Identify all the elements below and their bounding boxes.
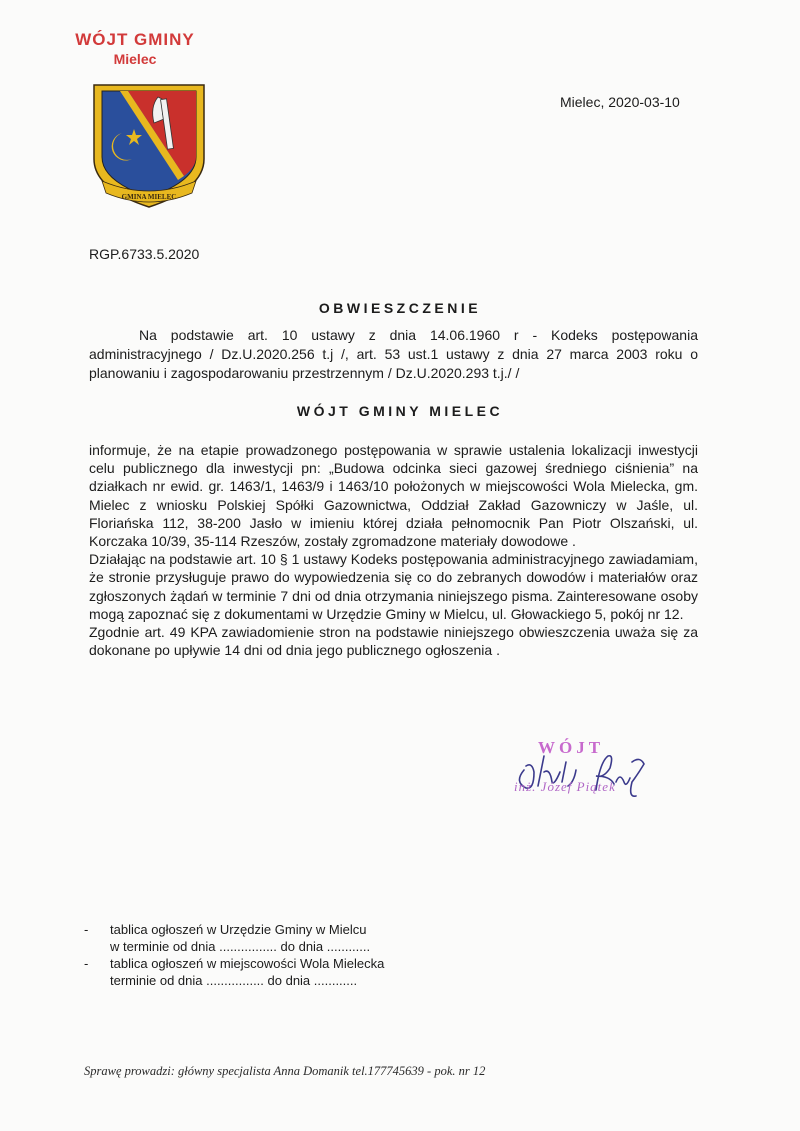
- stamp-title: WÓJT: [538, 738, 605, 757]
- issuing-authority: WÓJT GMINY MIELEC: [296, 403, 504, 419]
- posting-period: terminie od dnia ................ do dnia ............: [110, 973, 358, 988]
- posting-period: w terminie od dnia ................ do dnia ............: [110, 939, 371, 954]
- case-officer-footer: Sprawę prowadzi: główny specjalista Anna Domanik tel.177745639 - pok. nr 12: [84, 1064, 486, 1078]
- list-item: [84, 921, 484, 955]
- coat-of-arms-icon: [88, 77, 210, 212]
- posting-location: tablica ogłoszeń w Urzędzie Gminy w Mielcu: [110, 922, 367, 937]
- list-bullet: -: [84, 956, 89, 971]
- notice-paragraph: informuje, że na etapie prowadzonego postępowania w sprawie ustalenia lokalizacji inwestycji celu publicznego dla inwestycji pn: „Budowa odcinka sieci gazowej średniego ciśnienia” na działkach nr ewid. gr. 1463/1, 1463/9 i 1463/10 położonych w miejscowości Wola Mielecka, gm. Mielec z wniosku Polskiej Spółki Gazownictwa, Oddział Zakład Gazowniczy w Jaśle, ul. Floriańska 112, 38-200 Jasło w imieniu której działa pełnomocnik Pan Piotr Olszański, ul. Korczaka 10/39, 35-114 Rzeszów, zostały zgromadzone materiały dowodowe .: [89, 442, 698, 550]
- posting-location: tablica ogłoszeń w miejscowości Wola Mielecka: [110, 956, 385, 971]
- org-name: WÓJT GMINY: [75, 30, 195, 49]
- list-bullet: -: [84, 922, 89, 937]
- crest-motto: GMINA MIELEC: [121, 193, 177, 201]
- posting-list: [84, 921, 484, 989]
- notice-body: [89, 441, 698, 659]
- org-city: Mielec: [113, 51, 157, 67]
- legal-basis-text: Na podstawie art. 10 ustawy z dnia 14.06.1960 r - Kodeks postępowania administracyjnego / Dz.U.2020.256 t.j /, art. 53 ust.1 ustawy z dnia 27 marca 2003 roku o planowaniu i zagospodarowaniu przestrzennym / Dz.U.2020.293 t.j./ /: [89, 327, 698, 381]
- document-title: OBWIESZCZENIE: [318, 300, 482, 316]
- reference-number: RGP.6733.5.2020: [89, 246, 200, 262]
- list-item: [84, 955, 484, 989]
- document-date: Mielec, 2020-03-10: [560, 94, 680, 110]
- notice-paragraph: Zgodnie art. 49 KPA zawiadomienie stron na podstawie niniejszego obwieszczenia uważa się za dokonane po upływie 14 dni od dnia jego publicznego ogłoszenia .: [89, 624, 698, 659]
- stamp-name: inż. Józef Piątek: [514, 779, 616, 794]
- legal-basis: [89, 326, 698, 383]
- notice-paragraph: Działając na podstawie art. 10 § 1 ustawy Kodeks postępowania administracyjnego zawiadamiam, że stronie przysługuje prawo do wypowiedzenia się co do zebranych dowodów i materiałów oraz zgłoszonych żądań w terminie 7 dni od dnia otrzymania niniejszego pisma. Zainteresowane osoby mogą zapoznać się z dokumentami w Urzędzie Gminy w Mielcu, ul. Głowackiego 5, pokój nr 12.: [89, 551, 698, 622]
